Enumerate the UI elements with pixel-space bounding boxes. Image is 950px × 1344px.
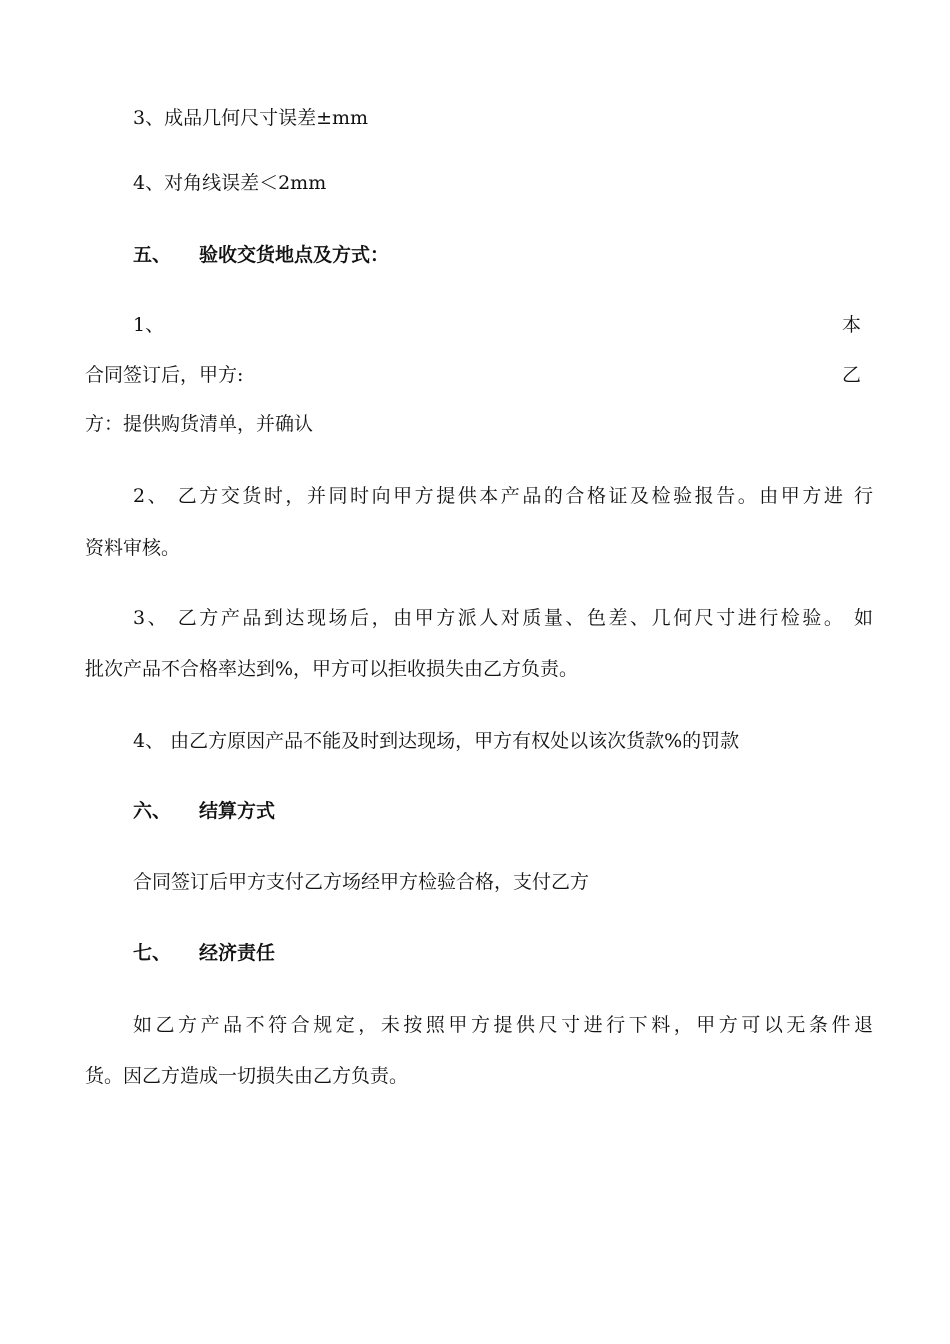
spec-item-dimension-tolerance: 3、成品几何尺寸误差±mm	[133, 107, 369, 129]
acceptance-item-1-line3: 方：提供购货清单，并确认	[85, 413, 314, 435]
acceptance-item-1-party-a: 合同签订后，甲方:	[85, 364, 244, 386]
spec-item-diagonal-tolerance: 4、对角线误差＜2mm	[133, 172, 327, 194]
liability-line1: 如乙方产品不符合规定，未按照甲方提供尺寸进行下料，甲方可以无条件退	[133, 1014, 873, 1036]
acceptance-item-1-party-b-fragment: 乙	[841, 364, 861, 386]
acceptance-item-1-fragment: 本	[841, 314, 861, 336]
section-title: 结算方式	[199, 800, 276, 822]
liability-line2: 货。因乙方造成一切损失由乙方负责。	[85, 1065, 409, 1087]
acceptance-item-2-line2: 资料审核。	[85, 537, 181, 559]
section-number: 六、	[133, 800, 172, 822]
settlement-body: 合同签订后甲方支付乙方场经甲方检验合格，支付乙方	[133, 871, 590, 893]
section-heading-liability	[133, 941, 275, 965]
section-heading-acceptance	[133, 243, 389, 267]
acceptance-item-3-line2: 批次产品不合格率达到%，甲方可以拒收损失由乙方负责。	[85, 658, 579, 680]
section-title: 验收交货地点及方式：	[199, 244, 390, 266]
acceptance-item-1-number: 1、	[133, 314, 165, 336]
acceptance-item-3-line1: 3、 乙方产品到达现场后，由甲方派人对质量、色差、几何尺寸进行检验。 如	[133, 607, 873, 629]
section-number: 五、	[133, 244, 172, 266]
acceptance-item-2-line1: 2、 乙方交货时，并同时向甲方提供本产品的合格证及检验报告。由甲方进 行	[133, 485, 873, 507]
section-title: 经济责任	[199, 942, 276, 964]
section-heading-settlement	[133, 799, 275, 823]
section-number: 七、	[133, 942, 172, 964]
acceptance-item-4: 4、 由乙方原因产品不能及时到达现场，甲方有权处以该次货款%的罚款	[133, 730, 740, 752]
